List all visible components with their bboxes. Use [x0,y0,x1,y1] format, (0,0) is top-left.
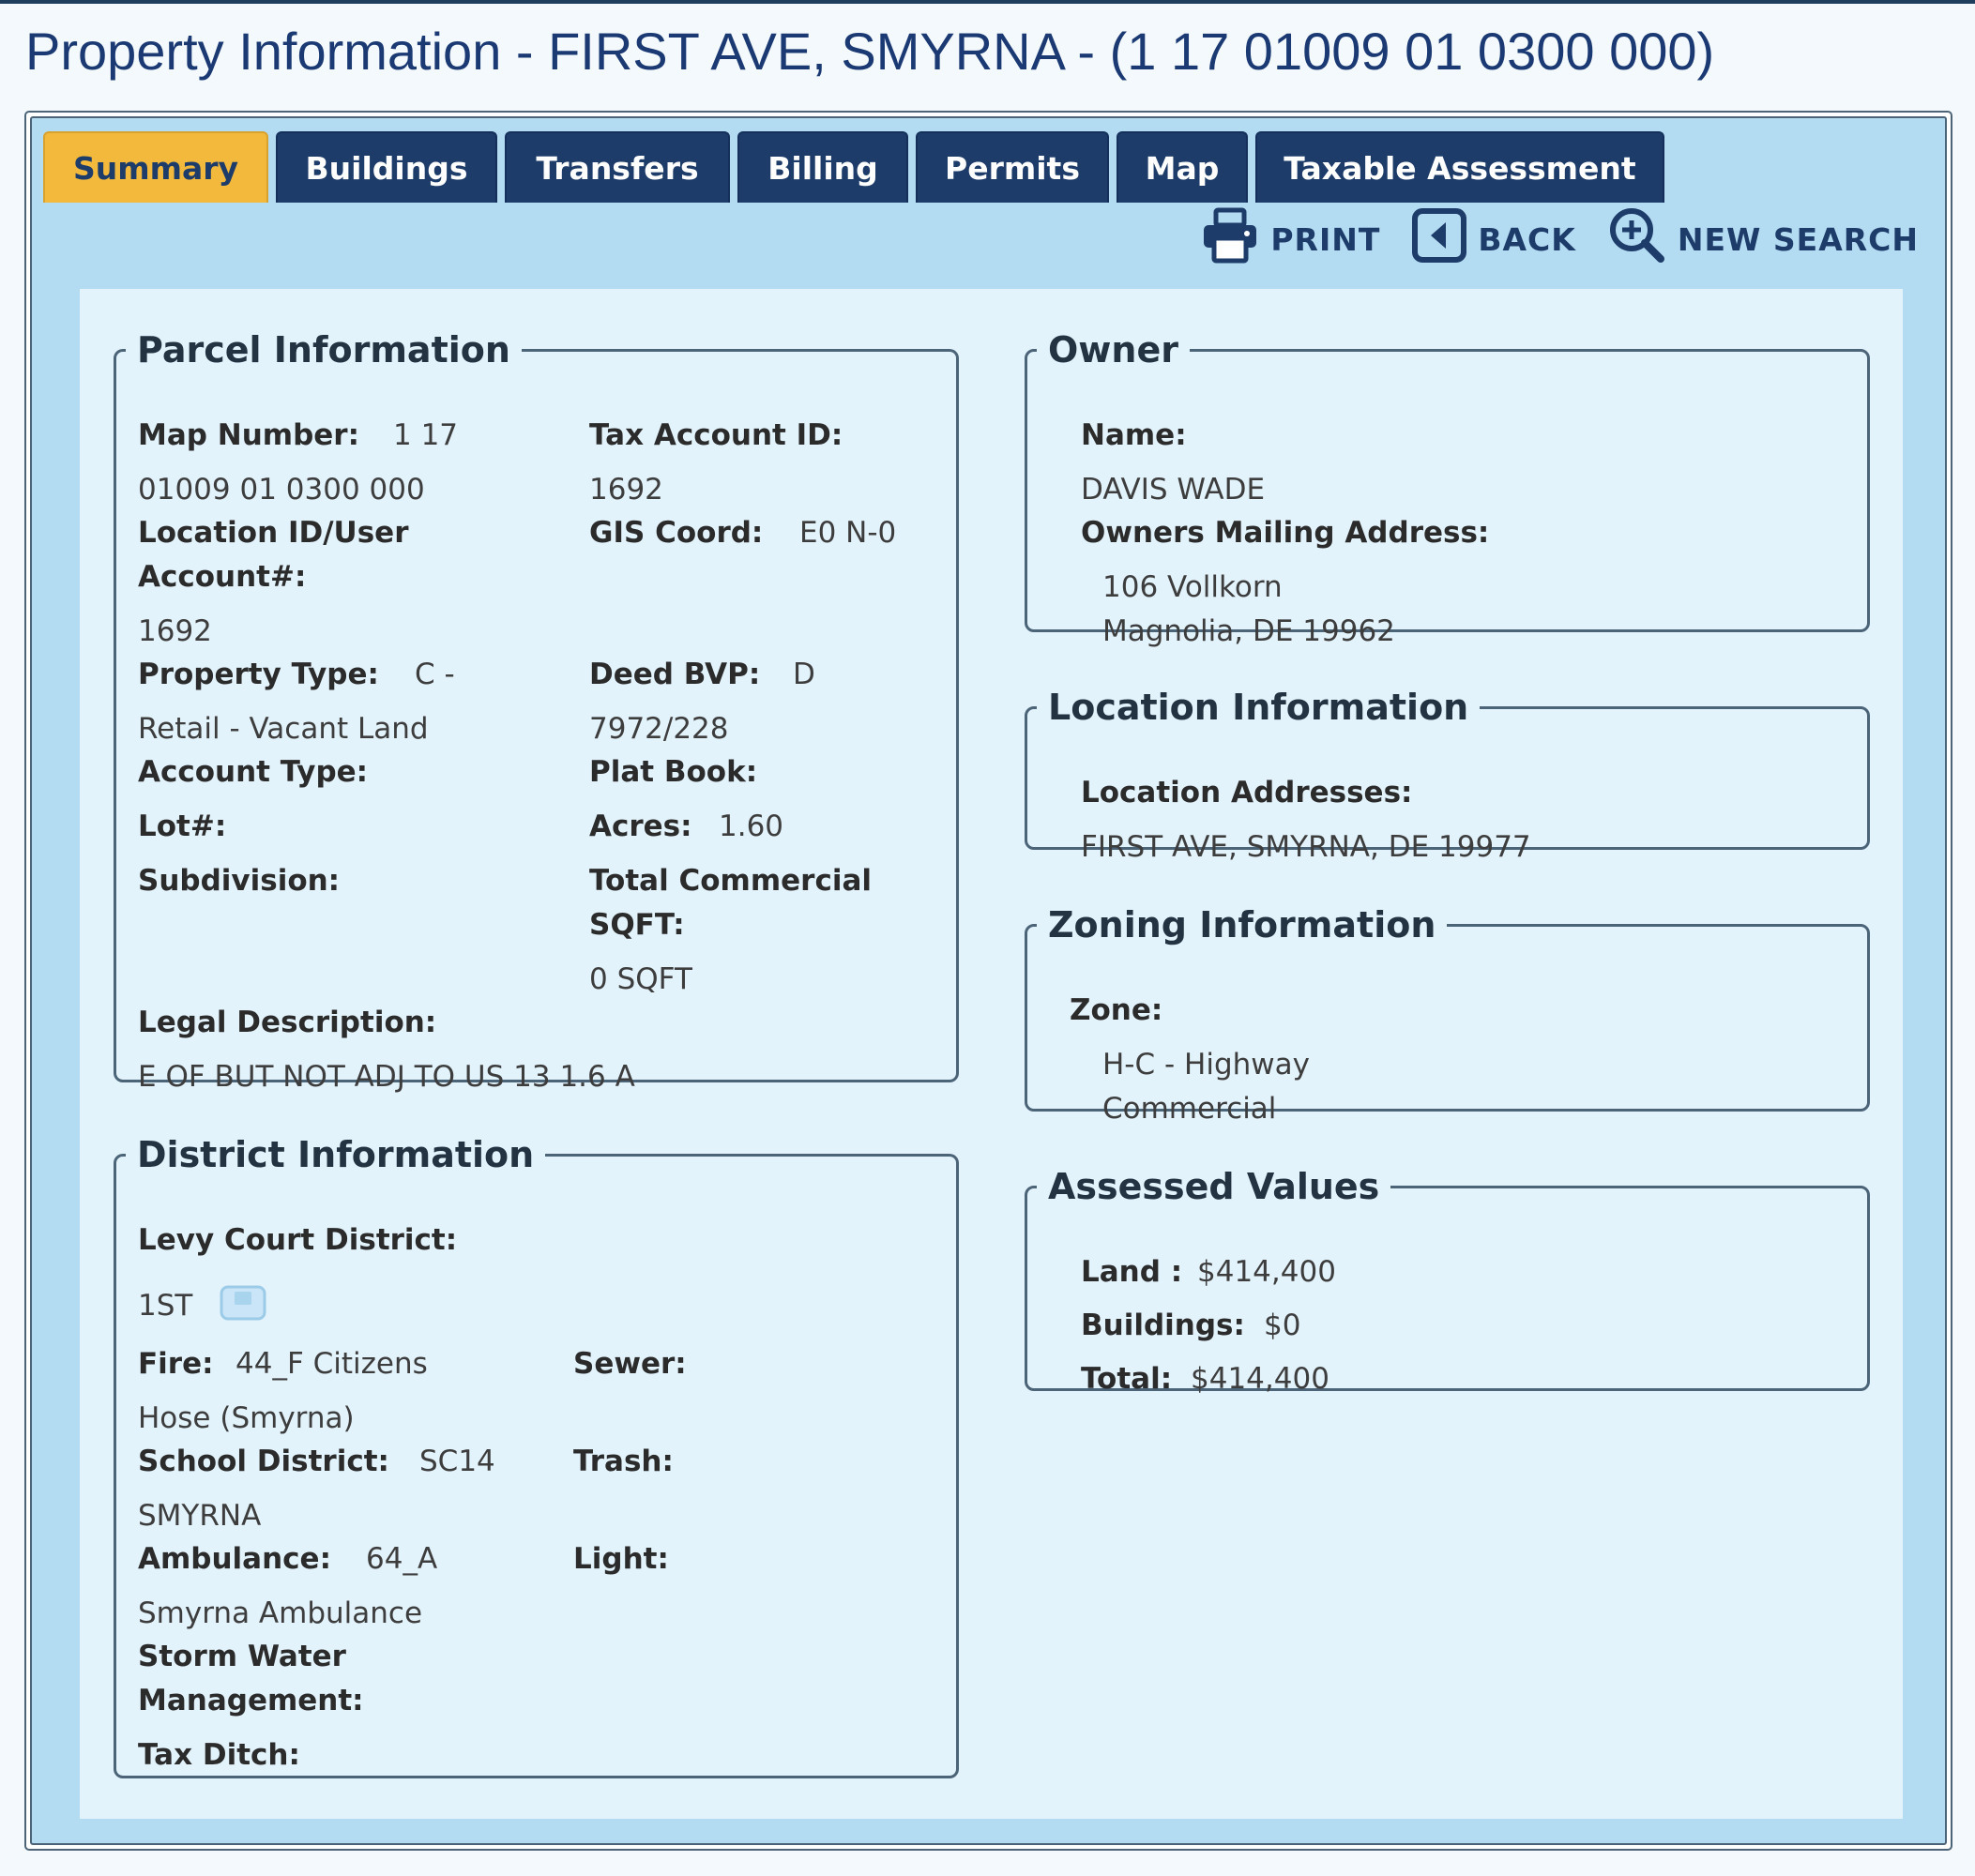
owner-name-label: Name: [1081,418,1187,452]
main-panel [30,116,1947,1845]
location-id-value: 1692 [138,614,212,648]
map-number-value: 1 17 [393,418,459,452]
parcel-information-section [114,329,959,1094]
light-label: Light: [573,1542,669,1576]
back-icon [1412,208,1478,270]
new-search-button[interactable] [1608,206,1919,272]
legal-description-label: Legal Description: [138,1006,437,1039]
tab-bar [43,131,1672,203]
new-search-label: NEW SEARCH [1677,220,1919,258]
assessed-values-section [1025,1166,1870,1396]
tab-taxable-assessment[interactable]: Taxable Assessment [1255,131,1664,203]
location-information-section [1025,687,1870,864]
owner-legend: Owner [1048,329,1178,371]
print-button[interactable] [1201,206,1380,272]
plat-book-label: Plat Book: [589,755,758,789]
land-value: $414,400 [1197,1255,1336,1289]
outer-frame [24,111,1952,1851]
tab-billing[interactable]: Billing [737,131,908,203]
storm-water-label-cont: Management: [138,1684,364,1717]
owner-name-value: DAVIS WADE [1081,473,1266,507]
property-type-value: C - [415,658,455,691]
tab-buildings[interactable]: Buildings [276,131,497,203]
total-commercial-label-cont: SQFT: [589,908,685,942]
levy-court-value: 1ST [138,1289,193,1323]
tab-transfers[interactable]: Transfers [505,131,730,203]
district-map-icon[interactable] [220,1283,266,1328]
deed-bvp-label: Deed BVP: [589,658,761,691]
total-commercial-label: Total Commercial [589,864,872,898]
owner-section [1025,329,1870,648]
back-label: BACK [1478,220,1576,258]
mailing-address-line1: 106 Vollkorn [1102,570,1283,604]
school-district-value: SC14 [419,1445,495,1478]
tax-account-value: 1692 [589,473,663,507]
deed-bvp-value-cont: 7972/228 [589,712,729,746]
zone-value-cont: Commercial [1102,1092,1277,1126]
property-type-value-cont: Retail - Vacant Land [138,712,429,746]
school-district-value-cont: SMYRNA [138,1499,262,1533]
location-addresses-value: FIRST AVE, SMYRNA, DE 19977 [1081,830,1531,864]
legal-description-value: E OF BUT NOT ADJ TO US 13 1.6 A [138,1060,635,1094]
back-button[interactable] [1412,208,1575,270]
gis-coord-value: E0 N-0 [799,516,897,550]
action-bar [1169,206,1919,272]
zoom-in-icon [1608,206,1678,272]
lot-label: Lot#: [138,809,227,843]
assessed-values-legend: Assessed Values [1048,1166,1380,1207]
map-number-label: Map Number: [138,418,359,452]
zone-label: Zone: [1070,993,1163,1027]
trash-label: Trash: [573,1445,674,1478]
fire-value: 44_F Citizens [235,1347,428,1381]
tax-account-label: Tax Account ID: [589,418,843,452]
tab-summary[interactable]: Summary [43,131,268,203]
parcel-information-legend: Parcel Information [137,329,510,371]
subdivision-label: Subdivision: [138,864,341,898]
ambulance-value-cont: Smyrna Ambulance [138,1596,423,1630]
district-information-section [114,1134,959,1778]
tab-map[interactable]: Map [1117,131,1248,203]
summary-content [80,289,1903,1819]
gis-coord-label: GIS Coord: [589,516,764,550]
account-type-label: Account Type: [138,755,369,789]
top-rule [0,0,1975,4]
total-label: Total: [1081,1362,1173,1396]
page-title: Property Information - FIRST AVE, SMYRNA - (1 17 01009 01 0300 000) [25,22,1715,81]
sewer-label: Sewer: [573,1347,687,1381]
deed-bvp-value: D [793,658,815,691]
location-id-label-cont: Account#: [138,560,307,594]
acres-label: Acres: [589,809,692,843]
printer-icon [1201,206,1270,272]
mailing-address-label: Owners Mailing Address: [1081,516,1490,550]
location-addresses-label: Location Addresses: [1081,776,1413,809]
district-information-legend: District Information [137,1134,535,1175]
zone-value: H-C - Highway [1102,1048,1310,1082]
map-number-value-cont: 01009 01 0300 000 [138,473,425,507]
total-value: $414,400 [1191,1362,1329,1396]
ambulance-label: Ambulance: [138,1542,331,1576]
location-id-label: Location ID/User [138,516,409,550]
property-type-label: Property Type: [138,658,379,691]
fire-value-cont: Hose (Smyrna) [138,1401,355,1435]
buildings-value: $0 [1264,1309,1301,1342]
mailing-address-line2: Magnolia, DE 19962 [1102,614,1395,648]
ambulance-value: 64_A [366,1542,438,1576]
location-information-legend: Location Information [1048,687,1469,728]
school-district-label: School District: [138,1445,389,1478]
zoning-information-legend: Zoning Information [1048,904,1436,946]
fire-label: Fire: [138,1347,214,1381]
land-label: Land : [1081,1255,1183,1289]
acres-value: 1.60 [719,809,784,843]
total-commercial-value: 0 SQFT [589,962,692,996]
buildings-label: Buildings: [1081,1309,1245,1342]
storm-water-label: Storm Water [138,1640,346,1673]
tax-ditch-label: Tax Ditch: [138,1738,300,1772]
levy-court-label: Levy Court District: [138,1223,458,1257]
print-label: PRINT [1270,220,1381,258]
tab-permits[interactable]: Permits [916,131,1109,203]
zoning-information-section [1025,904,1870,1126]
